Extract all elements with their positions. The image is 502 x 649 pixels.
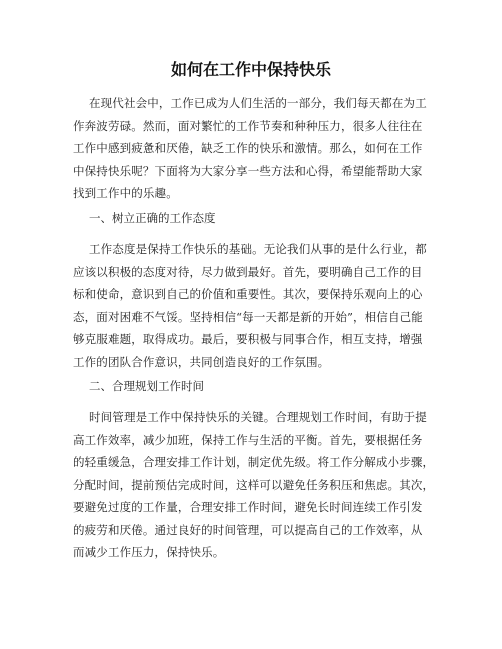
paragraph-line: 作奔波劳碌。然而，面对繁忙的工作节奏和种种压力，很多人往往在 — [73, 118, 423, 133]
paragraph-line: 够克服难题，取得成功。最后，要积极与同事合作，相互支持，增强 — [73, 332, 423, 346]
section-heading-1: 一、树立正确的工作态度 — [89, 211, 216, 225]
paragraph-line: 中保持快乐呢？下面将为大家分享一些方法和心得，希望能帮助大家 — [73, 163, 423, 178]
paragraph-line: 的疲劳和厌倦。通过良好的时间管理，可以提高自己的工作效率，从 — [73, 522, 423, 537]
document-title: 如何在工作中保持快乐 — [170, 60, 331, 79]
paragraph-line: 而减少工作压力，保持快乐。 — [73, 545, 225, 559]
paragraph-line: 分配时间，提前预估完成时间，这样可以避免任务积压和焦虑。其次， — [73, 477, 435, 492]
paragraph-line: 找到工作中的乐趣。 — [73, 186, 178, 200]
paragraph-line: 时间管理是工作中保持快乐的关键。合理规划工作时间，有助于提 — [89, 410, 427, 424]
paragraph-line: 标和使命，意识到自己的价值和重要性。其次，要保持乐观向上的心 — [73, 287, 423, 301]
section-2-paragraph — [73, 406, 445, 564]
paragraph-line: 工作态度是保持工作快乐的基础。无论我们从事的是什么行业，都 — [89, 242, 427, 256]
paragraph-line: 高工作效率，减少加班，保持工作与生活的平衡。首先，要根据任务 — [73, 432, 423, 447]
paragraph-line: 工作的团队合作意识，共同创造良好的工作氛围。 — [73, 354, 330, 369]
paragraph-line: 态，面对困难不气馁。坚持相信“每一天都是新的开始”，相信自己能 — [73, 309, 423, 324]
intro-paragraph — [73, 92, 445, 205]
section-heading-2: 二、合理规划工作时间 — [89, 379, 204, 393]
section-1-paragraph — [73, 238, 445, 373]
paragraph-line: 在现代社会中，工作已成为人们生活的一部分，我们每天都在为工 — [89, 96, 427, 110]
paragraph-line: 的轻重缓急，合理安排工作计划，制定优先级。将工作分解成小步骤， — [73, 455, 435, 469]
paragraph-line: 应该以积极的态度对待，尽力做到最好。首先，要明确自己工作的目 — [73, 264, 423, 279]
paragraph-line: 工作中感到疲惫和厌倦，缺乏工作的快乐和激情。那么，如何在工作 — [73, 141, 423, 155]
paragraph-line: 要避免过度的工作量，合理安排工作时间，避免长时间连续工作引发 — [73, 500, 423, 514]
